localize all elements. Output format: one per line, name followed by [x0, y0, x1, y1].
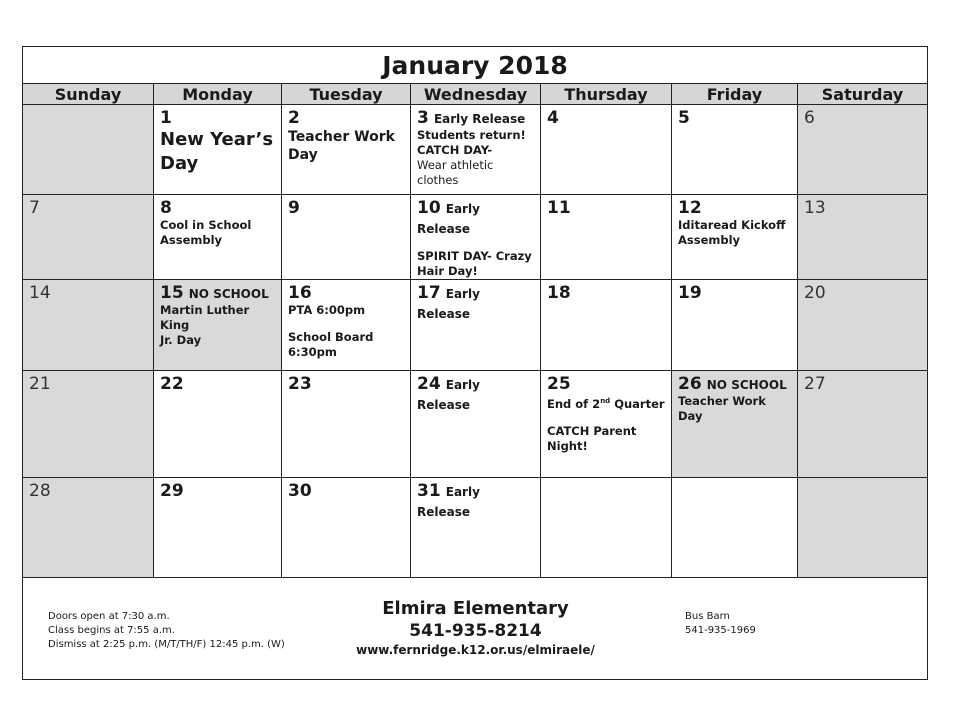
weekday-header [23, 83, 927, 105]
day-number: 15 [160, 283, 184, 303]
day-number: 20 [804, 283, 826, 303]
day-number: 16 [288, 283, 312, 303]
day-cell-18 [541, 280, 672, 371]
day-cell-29 [154, 478, 282, 578]
event-text: Martin Luther King [160, 303, 250, 332]
day-cell-13 [798, 195, 927, 280]
day-cell-7 [23, 195, 154, 280]
bus-barn-phone: 541-935-1969 [685, 625, 756, 636]
event-text: Day [160, 153, 199, 174]
day-number: 23 [288, 374, 312, 394]
day-number: 18 [547, 283, 571, 303]
day-number: 29 [160, 481, 184, 501]
day-number: 21 [29, 374, 51, 394]
event-tag: Early Release [433, 112, 526, 126]
day-cell-27 [798, 371, 927, 478]
bus-barn-label: Bus Barn [685, 611, 730, 622]
header-sunday: Sunday [23, 83, 154, 105]
day-cell-3 [411, 105, 541, 195]
hours-line: Dismiss at 2:25 p.m. (M/T/TH/F) 12:45 p.m. (W) [48, 639, 285, 650]
header-monday: Monday [154, 83, 282, 105]
day-number: 5 [678, 108, 690, 128]
event-text: Night! [547, 438, 588, 453]
day-number: 9 [288, 198, 300, 218]
day-cell-14 [23, 280, 154, 371]
day-cell-8 [154, 195, 282, 280]
day-number: 22 [160, 374, 184, 394]
day-cell-19 [672, 280, 798, 371]
event-text: Wear athletic [417, 158, 494, 172]
event-tag: Early Release [417, 485, 480, 519]
event-text: CATCH DAY- [417, 143, 493, 157]
event-text: Hair Day! [417, 264, 478, 278]
event-text: New Year’s [160, 129, 274, 150]
event-tag: Early Release [417, 287, 480, 321]
day-cell-9 [282, 195, 411, 280]
day-cell-16 [282, 280, 411, 371]
day-cell-empty [672, 478, 798, 578]
school-website-link[interactable]: www.fernridge.k12.or.us/elmiraele/ [356, 643, 595, 657]
day-cell-1 [154, 105, 282, 195]
event-text: CATCH Parent [547, 423, 637, 438]
event-tag: NO SCHOOL [706, 378, 787, 392]
event-text: Jr. Day [160, 333, 202, 347]
day-number: 31 [417, 481, 441, 501]
day-cell-empty [798, 478, 927, 578]
school-phone: 541-935-8214 [409, 621, 542, 641]
day-cell-10 [411, 195, 541, 280]
event-text: Iditaread Kickoff [678, 218, 786, 232]
day-cell-24 [411, 371, 541, 478]
event-tag: Early Release [417, 202, 480, 236]
day-cell-12 [672, 195, 798, 280]
day-number: 12 [678, 198, 702, 218]
event-text: Teacher Work [288, 129, 395, 145]
day-cell-22 [154, 371, 282, 478]
day-number: 17 [417, 283, 441, 303]
day-cell-28 [23, 478, 154, 578]
day-number: 25 [547, 374, 571, 394]
day-cell-23 [282, 371, 411, 478]
event-text: clothes [417, 173, 459, 187]
day-cell-11 [541, 195, 672, 280]
day-cell-17 [411, 280, 541, 371]
event-text: Assembly [678, 233, 741, 247]
day-number: 13 [804, 198, 826, 218]
calendar-title: January 2018 [382, 51, 568, 80]
day-cell-20 [798, 280, 927, 371]
day-cell-26 [672, 371, 798, 478]
day-cell-2 [282, 105, 411, 195]
school-name: Elmira Elementary [382, 598, 569, 619]
day-cell-15 [154, 280, 282, 371]
day-number: 11 [547, 198, 571, 218]
day-number: 14 [29, 283, 51, 303]
hours-line: Class begins at 7:55 a.m. [48, 625, 175, 636]
day-cell-4 [541, 105, 672, 195]
day-cell-6 [798, 105, 927, 195]
event-text: Day [678, 409, 703, 423]
day-number: 4 [547, 108, 559, 128]
event-text: PTA 6:00pm [288, 303, 366, 317]
day-number: 7 [29, 198, 40, 218]
day-cell-empty [541, 478, 672, 578]
day-number: 6 [804, 108, 815, 128]
calendar [22, 46, 928, 680]
event-text: 6:30pm [288, 345, 337, 359]
event-text: School Board [288, 330, 374, 344]
school-info [323, 598, 628, 658]
day-cell-5 [672, 105, 798, 195]
day-number: 19 [678, 283, 702, 303]
day-number: 8 [160, 198, 172, 218]
header-saturday: Saturday [798, 83, 927, 105]
day-number: 24 [417, 374, 441, 394]
school-hours [48, 610, 285, 652]
event-text: Students return! [417, 128, 526, 142]
event-text: SPIRIT DAY- Crazy [417, 249, 532, 263]
day-number: 27 [804, 374, 826, 394]
day-number: 10 [417, 198, 441, 218]
day-cell-30 [282, 478, 411, 578]
event-text: Day [288, 147, 318, 163]
event-text: Assembly [160, 233, 223, 247]
event-tag: Early Release [417, 378, 480, 412]
event-text: Cool in School [160, 218, 252, 232]
day-cell-21 [23, 371, 154, 478]
event-tag: NO SCHOOL [188, 287, 269, 301]
day-cell-31 [411, 478, 541, 578]
day-number: 30 [288, 481, 312, 501]
day-number: 3 [417, 108, 429, 128]
header-tuesday: Tuesday [282, 83, 411, 105]
header-thursday: Thursday [541, 83, 672, 105]
bus-barn-info [685, 610, 756, 638]
calendar-footer [23, 578, 927, 679]
day-number: 26 [678, 374, 702, 394]
event-text: Teacher Work [678, 394, 766, 408]
hours-line: Doors open at 7:30 a.m. [48, 611, 170, 622]
day-number: 1 [160, 108, 172, 128]
event-text: End of 2nd Quarter [547, 396, 665, 411]
day-number: 28 [29, 481, 51, 501]
day-cell-25 [541, 371, 672, 478]
header-friday: Friday [672, 83, 798, 105]
header-wednesday: Wednesday [411, 83, 541, 105]
day-number: 2 [288, 108, 300, 128]
day-cell-empty [23, 105, 154, 195]
